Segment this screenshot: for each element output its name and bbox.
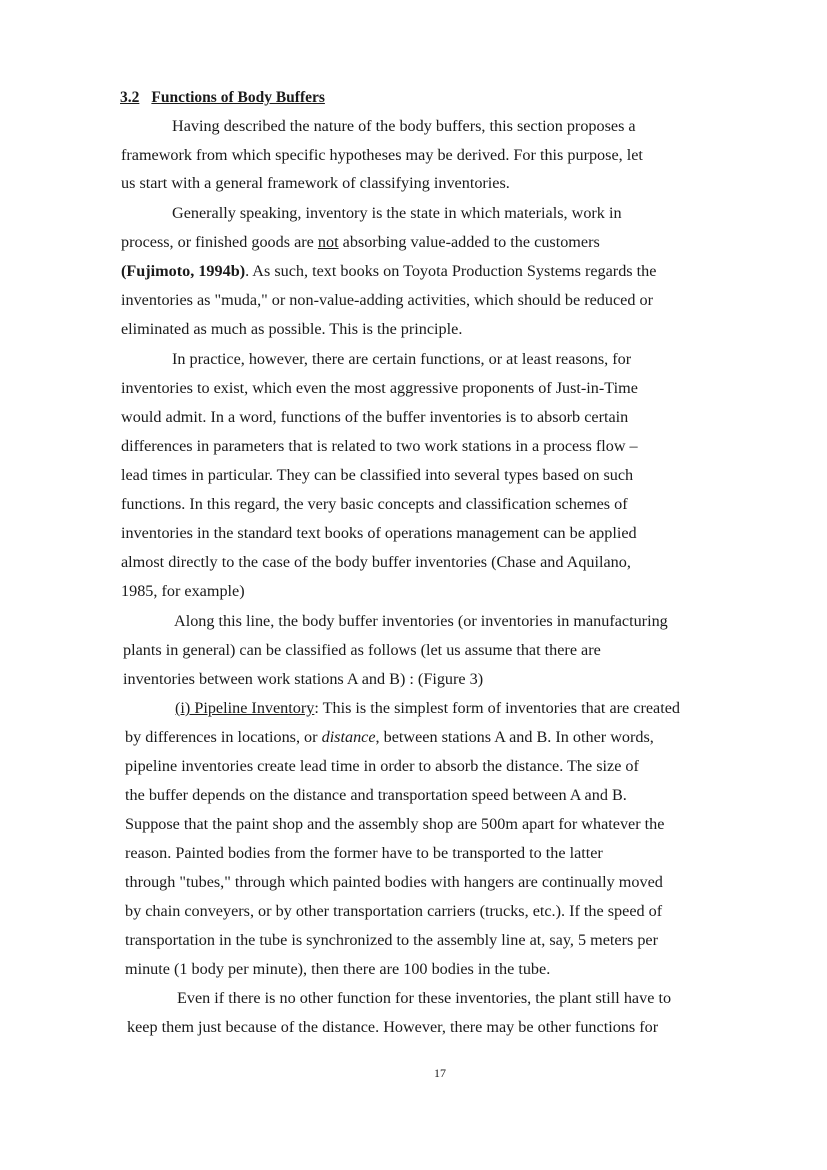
text-line: Along this line, the body buffer inventories (or inventories in manufacturing <box>174 612 668 630</box>
section-heading <box>120 89 325 107</box>
text-line: keep them just because of the distance. However, there may be other functions for <box>127 1018 659 1036</box>
text-line: through "tubes," through which painted bodies with hangers are continually moved <box>125 873 663 891</box>
text-line: minute (1 body per minute), then there are 100 bodies in the tube. <box>125 960 551 978</box>
text-line: by chain conveyers, or by other transportation carriers (trucks, etc.). If the speed of <box>125 902 663 920</box>
text-line: differences in parameters that is related to two work stations in a process flow – <box>121 437 638 455</box>
text-line: lead times in particular. They can be classified into several types based on such <box>121 466 634 484</box>
text-line: Generally speaking, inventory is the state in which materials, work in <box>172 204 622 222</box>
section-title: Functions of Body Buffers <box>151 89 325 106</box>
citation: (Fujimoto, 1994b) <box>121 262 246 280</box>
text-line: would admit. In a word, functions of the buffer inventories is to absorb certain <box>121 408 629 426</box>
text-line: Even if there is no other function for these inventories, the plant still have to <box>177 989 672 1007</box>
text-line: functions. In this regard, the very basic concepts and classification schemes of <box>121 495 628 513</box>
page-number: 17 <box>434 1066 446 1080</box>
section-number: 3.2 <box>120 89 140 106</box>
text-line: inventories between work stations A and B) : (Figure 3) <box>123 670 484 688</box>
text-line: In practice, however, there are certain functions, or at least reasons, for <box>172 350 632 368</box>
subheading-pipeline-inventory: (i) Pipeline Inventory <box>175 699 315 717</box>
text-line: inventories in the standard text books of operations management can be applied <box>121 524 637 542</box>
text-line: transportation in the tube is synchronized to the assembly line at, say, 5 meters per <box>125 931 659 949</box>
text-line: (Fujimoto, 1994b). As such, text books on Toyota Production Systems regards the <box>121 262 657 280</box>
text-line: reason. Painted bodies from the former have to be transported to the latter <box>125 844 603 862</box>
text-line: inventories to exist, which even the most aggressive proponents of Just-in-Time <box>121 379 638 397</box>
text-line: process, or finished goods are not absorbing value-added to the customers <box>121 233 600 251</box>
text-line: framework from which specific hypotheses may be derived. For this purpose, let <box>121 146 643 164</box>
text-line: Suppose that the paint shop and the assembly shop are 500m apart for whatever the <box>125 815 665 833</box>
text-line: the buffer depends on the distance and transportation speed between A and B. <box>125 786 627 804</box>
text-line: Having described the nature of the body buffers, this section proposes a <box>172 117 636 135</box>
text-line: (i) Pipeline Inventory: This is the simplest form of inventories that are created <box>175 699 680 717</box>
text-line: us start with a general framework of classifying inventories. <box>121 174 510 192</box>
text-line: inventories as "muda," or non-value-adding activities, which should be reduced or <box>121 291 653 309</box>
text-line: eliminated as much as possible. This is the principle. <box>121 320 463 338</box>
text-line: 1985, for example) <box>121 582 245 600</box>
text-line: almost directly to the case of the body buffer inventories (Chase and Aquilano, <box>121 553 631 571</box>
text-line: by differences in locations, or distance, between stations A and B. In other words, <box>125 728 654 746</box>
text-line: plants in general) can be classified as follows (let us assume that there are <box>123 641 601 659</box>
text-line: pipeline inventories create lead time in order to absorb the distance. The size of <box>125 757 639 775</box>
